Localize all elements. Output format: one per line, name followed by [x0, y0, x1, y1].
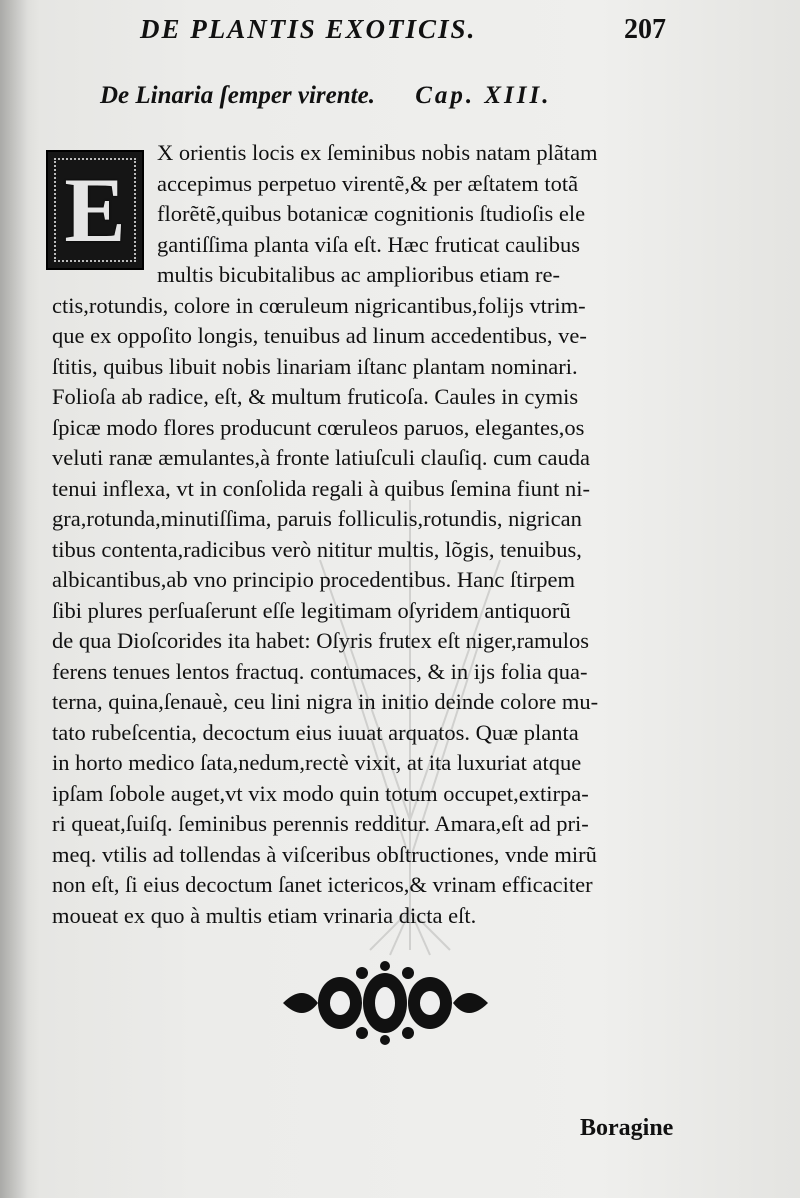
text-line: albicantibus,ab vno principio procedentibus. Hanc ſtirpem	[52, 567, 575, 592]
text-line: florẽtẽ,quibus botanicæ cognitionis ſtudioſis ele	[157, 201, 586, 226]
text-line: ſpicæ modo flores producunt cœruleos paruos, elegantes,os	[52, 414, 585, 440]
text-line: terna, quina,ſenauè, ceu lini nigra in initio deinde colore mu-	[52, 689, 599, 714]
chapter-heading	[100, 82, 620, 110]
text-line: ſtitis, quibus libuit nobis linariam iſtanc plantam nominari.	[52, 353, 578, 379]
text-line: veluti ranæ æmulantes,à fronte latiuſculi clauſiq. cum cauda	[52, 445, 590, 470]
text-line: ctis,rotundis, colore in cœruleum nigricantibus,folijs vtrim-	[52, 292, 586, 318]
text-line: de qua Dioſcorides ita habet: Oſyris frutex eſt niger,ramulos	[52, 628, 590, 653]
text-line: in horto medico ſata,nedum,rectè vixit, at ita luxuriat atque	[52, 750, 582, 775]
catchword: Boragine	[580, 1115, 674, 1141]
gutter-shadow	[0, 0, 28, 1198]
text-line: non eſt, ſi eius decoctum ſanet ictericos,& vrinam efficaciter	[52, 872, 593, 897]
printers-ornament	[278, 958, 493, 1048]
chapter-number: Cap. XIII.	[415, 82, 552, 109]
text-line: accepimus perpetuo virentẽ,& per æſtatem totã	[157, 170, 579, 196]
chapter-title: De Linaria ſemper virente.	[100, 82, 375, 109]
text-line: ſibi plures perſuaſerunt eſſe legitimam oſyridem antiquorũ	[52, 597, 571, 623]
text-line: tibus contenta,radicibus verò nititur multis, lõgis, tenuibus,	[52, 536, 582, 562]
page-number: 207	[624, 14, 666, 45]
body-text	[52, 138, 712, 931]
text-line: Folioſa ab radice, eſt, & multum fruticoſa. Caules in cymis	[52, 384, 579, 409]
text-line: que ex oppoſito longis, tenuibus ad linum accedentibus, ve-	[52, 323, 587, 348]
text-line: ferens tenues lentos fractuq. contumaces, & in ijs folia qua-	[52, 658, 588, 684]
text-line: tato rubeſcentia, decoctum eius iuuat arquatos. Quæ planta	[52, 719, 579, 745]
text-line: tenui inflexa, vt in conſolida regali à quibus ſemina fiunt ni-	[52, 475, 590, 501]
initial-letter: E	[64, 159, 126, 261]
text-line: X orientis locis ex ſeminibus nobis natam plãtam	[157, 140, 598, 165]
text-line: ipſam ſobole auget,vt vix modo quin totum occupet,extirpa-	[52, 780, 589, 806]
text-line: moueat ex quo à multis etiam vrinaria dicta eſt.	[52, 902, 477, 928]
text-line: ri queat,ſuiſq. ſeminibus perennis redditur. Amara,eſt ad pri-	[52, 811, 589, 836]
text-line: multis bicubitalibus ac amplioribus etiam re-	[157, 262, 561, 287]
text-line: gra,rotunda,minutiſſima, paruis folliculis,rotundis, nigrican	[52, 506, 582, 531]
text-line: gantiſſima planta viſa eſt. Hæc fruticat caulibus	[157, 231, 580, 257]
text-line: meq. vtilis ad tollendas à viſceribus obſtructiones, vnde mirũ	[52, 841, 597, 867]
running-head: DE PLANTIS EXOTICIS.	[140, 14, 477, 44]
